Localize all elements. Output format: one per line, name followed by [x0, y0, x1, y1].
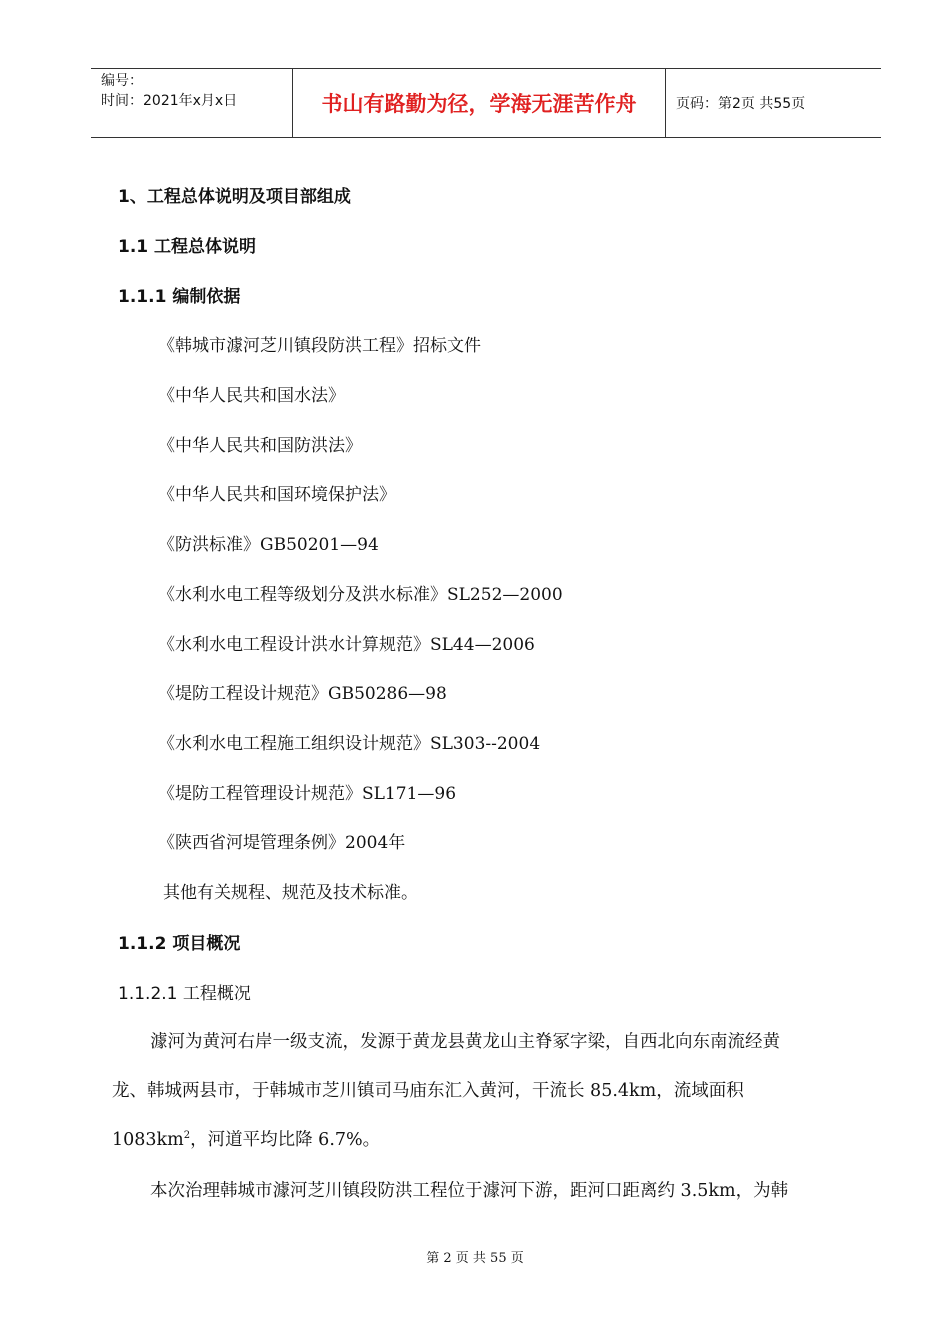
heading-1-1: 1.1 工程总体说明	[118, 237, 257, 257]
page-footer: 第 2 页 共 55 页	[426, 1251, 524, 1266]
reference-item: 《水利水电工程等级划分及洪水标准》SL252—2000	[158, 585, 563, 605]
paragraph-line: 龙、韩城两县市，于韩城市芝川镇司马庙东汇入黄河，干流长 85.4km，流域面积	[112, 1081, 744, 1101]
reference-item: 《水利水电工程施工组织设计规范》SL303--2004	[158, 734, 541, 754]
header-page-number: 页码：第2页 共55页	[676, 96, 806, 112]
area-value: 1083km	[112, 1130, 184, 1150]
header-motto: 书山有路勤为径，学海无涯苦作舟	[293, 69, 666, 137]
heading-1-1-2: 1.1.2 项目概况	[118, 934, 241, 954]
heading-1: 1、工程总体说明及项目部组成	[118, 187, 351, 207]
heading-1-1-1: 1.1.1 编制依据	[118, 287, 241, 307]
reference-item: 《韩城市澽河芝川镇段防洪工程》招标文件	[158, 336, 481, 356]
reference-item: 《陕西省河堤管理条例》2004年	[158, 833, 406, 853]
reference-item: 《堤防工程设计规范》GB50286—98	[158, 684, 447, 704]
reference-item: 《中华人民共和国防洪法》	[158, 436, 362, 456]
paragraph-line: 本次治理韩城市澽河芝川镇段防洪工程位于澽河下游，距河口距离约 3.5km，为韩	[150, 1181, 789, 1201]
reference-item: 《中华人民共和国环境保护法》	[158, 485, 396, 505]
reference-item: 《防洪标准》GB50201—94	[158, 535, 379, 555]
area-unit-superscript: 2	[183, 1130, 191, 1142]
gradient-text: ，河道平均比降 6.7%。	[190, 1130, 381, 1150]
heading-1-1-2-1: 1.1.2.1 工程概况	[118, 984, 251, 1004]
paragraph-line	[112, 1126, 862, 1151]
reference-item: 《水利水电工程设计洪水计算规范》SL44—2006	[158, 635, 535, 655]
header-number: 编号：	[101, 73, 143, 89]
reference-item: 《中华人民共和国水法》	[158, 386, 345, 406]
reference-item: 《堤防工程管理设计规范》SL171—96	[158, 784, 457, 804]
page-header	[91, 68, 881, 138]
reference-item: 其他有关规程、规范及技术标准。	[163, 883, 418, 903]
header-meta	[91, 69, 293, 137]
paragraph-line: 澽河为黄河右岸一级支流，发源于黄龙县黄龙山主脊冢字梁，自西北向东南流经黄	[150, 1032, 780, 1052]
header-time: 时间：2021年x月x日	[101, 93, 238, 109]
